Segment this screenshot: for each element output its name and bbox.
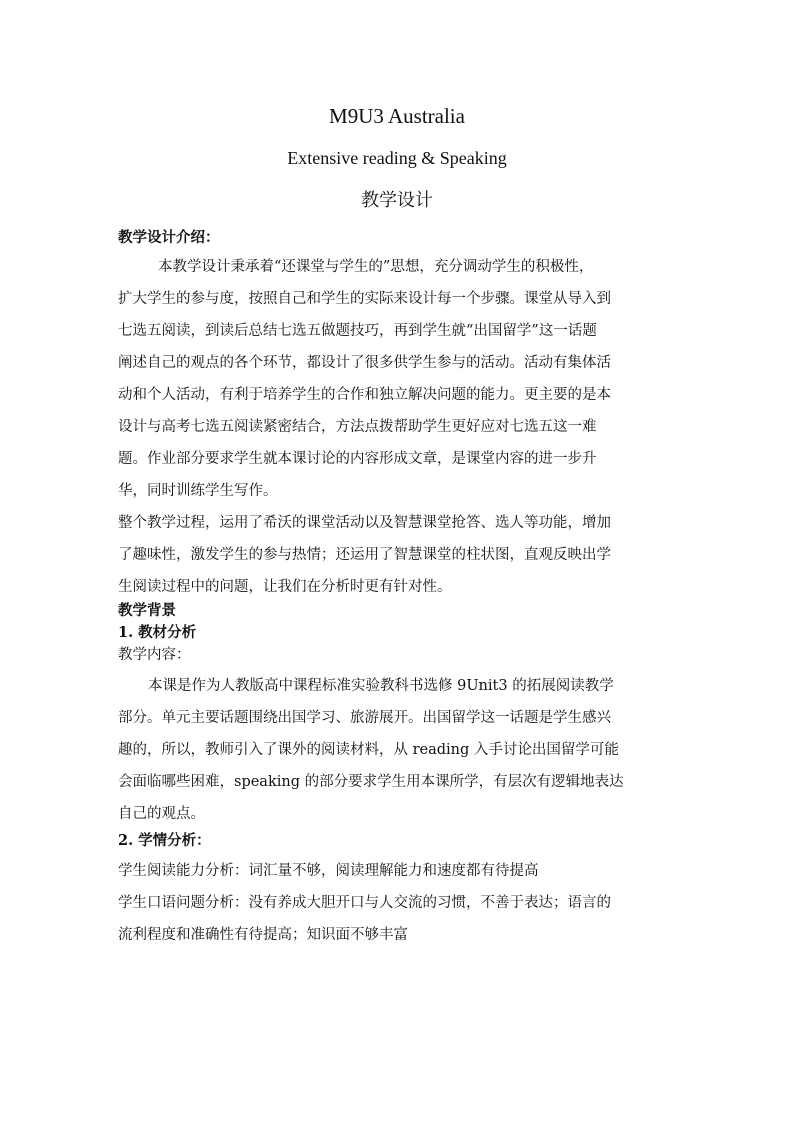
content-line: 自己的观点。: [118, 806, 205, 822]
intro-line: 动和个人活动，有利于培养学生的合作和独立解决问题的能力。更主要的是本: [118, 387, 611, 403]
intro-line: 七选五阅读，到读后总结七选五做题技巧，再到学生就“出国留学”这一话题: [118, 323, 597, 339]
content-line: 会面临哪些困难，speaking 的部分要求学生用本课所学，有层次有逻辑地表达: [118, 774, 624, 790]
intro-line: 华，同时训练学生写作。: [118, 483, 278, 499]
intro-line: 题。作业部分要求学生就本课讨论的内容形成文章，是课堂内容的进一步升: [118, 451, 597, 467]
doc-subtitle: Extensive reading & Speaking: [287, 148, 507, 168]
content-line: 部分。单元主要话题围绕出国学习、旅游展开。出国留学这一话题是学生感兴: [118, 710, 611, 726]
doc-type: 教学设计: [361, 190, 433, 211]
content-line: 趣的，所以，教师引入了课外的阅读材料，从 reading 入手讨论出国留学可能: [118, 742, 619, 758]
intro-line: 本教学设计秉承着“还课堂与学生的”思想，充分调动学生的积极性，: [158, 259, 594, 275]
intro-line: 扩大学生的参与度，按照自己和学生的实际来设计每一个步骤。课堂从导入到: [118, 291, 611, 307]
content-line: 本课是作为人教版高中课程标准实验教科书选修 9Unit3 的拓展阅读教学: [148, 678, 614, 694]
doc-title: M9U3 Australia: [329, 104, 465, 128]
intro-line: 设计与高考七选五阅读紧密结合，方法点拨帮助学生更好应对七选五这一难: [118, 419, 597, 435]
materials-heading: 1. 教材分析: [118, 624, 197, 641]
intro-line: 整个教学过程，运用了希沃的课堂活动以及智慧课堂抢答、选人等功能，增加: [118, 515, 611, 531]
analysis-line: 学生口语问题分析：没有养成大胆开口与人交流的习惯，不善于表达；语言的: [118, 895, 611, 911]
intro-line: 了趣味性，激发学生的参与热情；还运用了智慧课堂的柱状图，直观反映出学: [118, 547, 611, 563]
analysis-line: 流利程度和准确性有待提高；知识面不够丰富: [118, 927, 408, 943]
background-heading: 教学背景: [118, 602, 176, 619]
intro-line: 生阅读过程中的问题，让我们在分析时更有针对性。: [118, 579, 452, 595]
learner-analysis-heading: 2. 学情分析：: [118, 832, 211, 849]
analysis-line: 学生阅读能力分析：词汇量不够，阅读理解能力和速度都有待提高: [118, 863, 539, 879]
content-label: 教学内容：: [118, 647, 191, 663]
intro-line: 阐述自己的观点的各个环节，都设计了很多供学生参与的活动。活动有集体活: [118, 355, 611, 371]
intro-heading: 教学设计介绍：: [118, 229, 220, 246]
